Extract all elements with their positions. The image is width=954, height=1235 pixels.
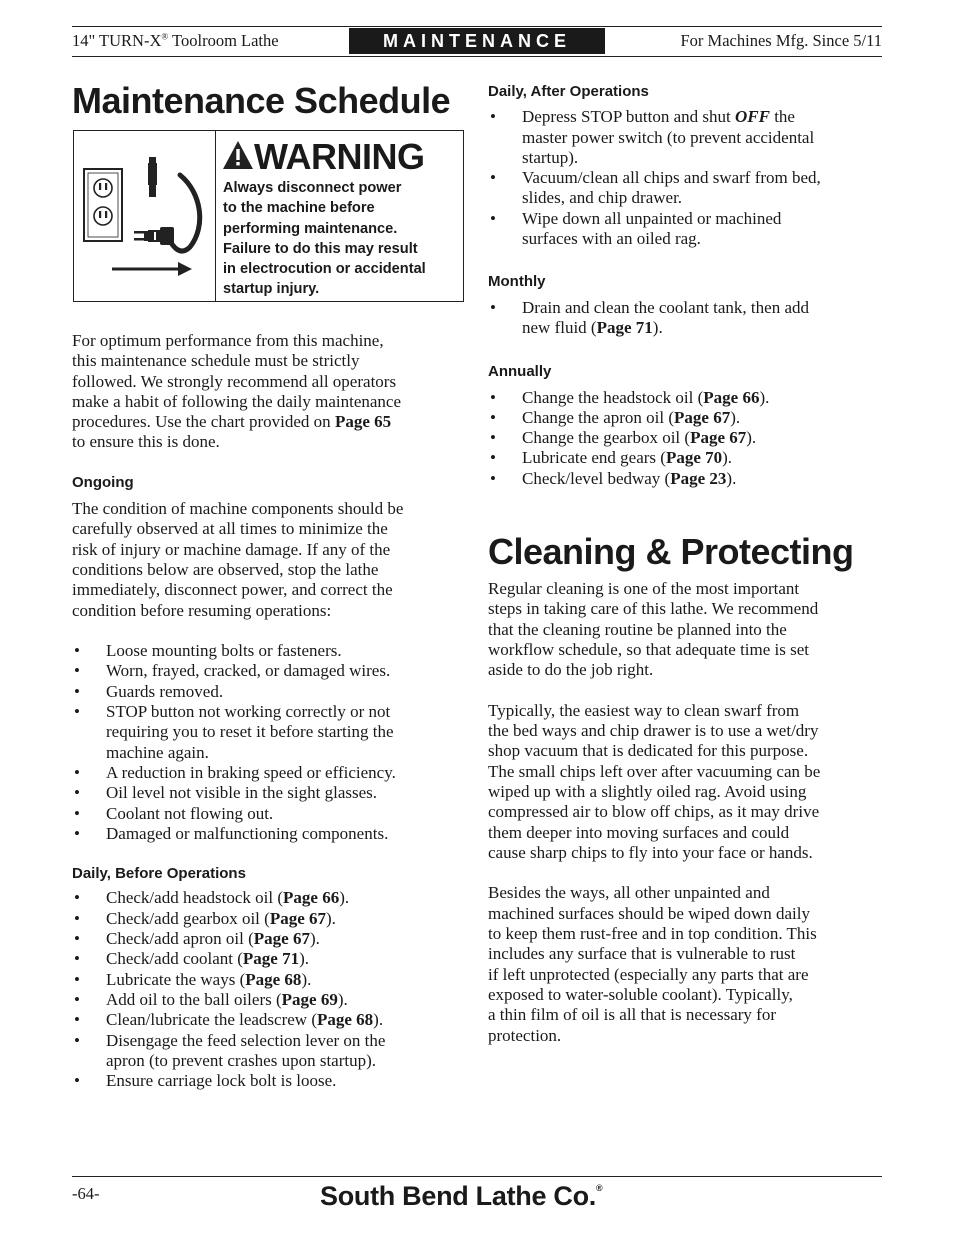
list-item: • Drain and clean the coolant tank, then add new fluid (Page 71). [490, 297, 809, 337]
warning-line: Always disconnect power [223, 180, 402, 196]
list-item: • Disengage the feed selection lever on the apron (to prevent crashes upon startup). [74, 1030, 386, 1070]
page-footer [72, 1176, 882, 1216]
text-line: wiped up with a slightly oiled rag. Avoid using [488, 781, 807, 801]
annually-heading: Annually [488, 363, 552, 381]
maintenance-schedule-title: Maintenance Schedule [72, 80, 451, 121]
cleaning-paragraph [488, 883, 882, 1045]
warning-line: startup injury. [223, 281, 320, 298]
list-item: • Change the apron oil (Page 67). [490, 407, 741, 427]
warning-box [73, 130, 464, 302]
cleaning-paragraph [488, 579, 882, 680]
text-line: to keep them rust-free and in top condition. This [488, 924, 817, 944]
warning-line: Failure to do this may result [223, 240, 418, 257]
brand-logo: South Bend Lathe Co.® [320, 1181, 603, 1211]
cleaning-protecting-title: Cleaning & Protecting [488, 531, 854, 572]
list-item: • A reduction in braking speed or efficiency. [74, 762, 396, 782]
text-line: includes any surface that is vulnerable to rust [488, 944, 796, 964]
arrow-right-icon [74, 131, 214, 301]
text-line: if left unprotected (especially any parts that are [488, 964, 809, 984]
list-item: • STOP button not working correctly or not requiring you to reset it before starting the machine again. [74, 702, 394, 762]
list-item: • Worn, frayed, cracked, or damaged wires. [74, 661, 391, 681]
text-line: the bed ways and chip drawer is to use a wet/dry [488, 721, 819, 741]
list-item: • Check/add headstock oil (Page 66). [74, 888, 350, 908]
list-item: • Lubricate end gears (Page 70). [490, 448, 733, 468]
warning-title: WARNING [254, 136, 425, 177]
header-mfg-date: For Machines Mfg. Since 5/11 [680, 31, 882, 50]
daily-before-heading: Daily, Before Operations [72, 865, 246, 883]
text-line: cause sharp chips to fly into your face or hands. [488, 842, 813, 862]
right-column [488, 82, 882, 489]
warning-line: in electrocution or accidental [223, 261, 426, 278]
text-line: conditions below are observed, stop the lathe [72, 559, 379, 579]
text-line: machined surfaces should be wiped down daily [488, 903, 810, 923]
text-line: procedures. Use the chart provided on Page 65 [72, 412, 392, 432]
list-item: • Damaged or malfunctioning components. [74, 823, 389, 843]
text-line: make a habit of following the daily maintenance [72, 391, 402, 411]
ongoing-heading: Ongoing [72, 473, 134, 491]
annually-list [488, 388, 882, 489]
text-line: carefully observed at all times to minimize the [72, 519, 388, 539]
list-item: • Oil level not visible in the sight glasses. [74, 783, 378, 803]
page-ref: Page 65 [334, 412, 392, 432]
ongoing-paragraph [72, 499, 462, 621]
cleaning-body [488, 579, 882, 1046]
text-line: that the cleaning routine be planned into the [488, 619, 787, 639]
list-item: • Change the gearbox oil (Page 67). [490, 428, 757, 448]
page-header [72, 26, 882, 58]
list-item: • Change the headstock oil (Page 66). [490, 387, 770, 407]
text-line: risk of injury or machine damage. If any of the [72, 539, 391, 559]
daily-before-list [72, 888, 462, 1091]
list-item: • Coolant not flowing out. [74, 803, 274, 823]
text-line: a thin film of oil is all that is necessary for [488, 1005, 776, 1025]
text-line: steps in taking care of this lathe. We recommend [488, 599, 819, 619]
list-item: • Lubricate the ways (Page 68). [74, 969, 312, 989]
text-line: compressed air to blow off chips, as it may drive [488, 802, 820, 822]
list-item: • Clean/lubricate the leadscrew (Page 68). [74, 1010, 384, 1030]
text-line: Typically, the easiest way to clean swarf from [488, 700, 800, 720]
text-line: exposed to water-soluble coolant). Typically, [488, 984, 793, 1004]
text-line: The condition of machine components should be [72, 499, 404, 519]
text-line: workflow schedule, so that adequate time is set [488, 639, 810, 659]
text-line: For optimum performance from this machine, [72, 331, 384, 350]
text-line: to ensure this is done. [72, 432, 220, 452]
text-line: protection. [488, 1025, 562, 1045]
text-line: condition before resuming operations: [72, 600, 332, 620]
list-item: • Loose mounting bolts or fasteners. [74, 641, 342, 661]
daily-after-heading: Daily, After Operations [488, 83, 649, 100]
warning-illustration [74, 131, 216, 301]
header-product-name: 14" TURN-X® Toolroom Lathe [72, 31, 279, 50]
cleaning-paragraph [488, 701, 882, 863]
monthly-heading: Monthly [488, 273, 546, 291]
list-item: • Check/level bedway (Page 23). [490, 468, 737, 488]
text-line: aside to do the job right. [488, 660, 654, 680]
text-line: The small chips left over after vacuuming can be [488, 761, 821, 781]
list-item: • Add oil to the ball oilers (Page 69). [74, 989, 348, 1009]
text-line: immediately, disconnect power, and correct the [72, 580, 393, 600]
text-line: Regular cleaning is one of the most important [488, 579, 800, 598]
list-item: • Depress STOP button and shut OFF the master power switch (to prevent accidental startup). [490, 107, 815, 167]
warning-line: performing maintenance. [223, 220, 398, 237]
ongoing-list [72, 641, 462, 844]
page-number: -64- [72, 1184, 100, 1203]
footer-rule [72, 1176, 882, 1177]
intro-paragraph [72, 331, 462, 453]
list-item: • Check/add gearbox oil (Page 67). [74, 908, 336, 928]
warning-triangle-icon [222, 139, 254, 171]
header-bottom-rule [72, 56, 882, 57]
header-section-label: MAINTENANCE [349, 28, 605, 54]
text-line: this maintenance schedule must be strictly [72, 351, 360, 371]
list-item: • Check/add coolant (Page 71). [74, 949, 310, 969]
daily-after-list [488, 107, 882, 249]
text-line: Besides the ways, all other unpainted and [488, 883, 770, 903]
monthly-list [488, 298, 882, 339]
text-line: shop vacuum that is dedicated for this purpose. [488, 741, 809, 761]
list-item: • Ensure carriage lock bolt is loose. [74, 1071, 337, 1091]
list-item: • Check/add apron oil (Page 67). [74, 929, 320, 949]
header-top-rule [72, 26, 882, 27]
left-column [72, 331, 462, 1091]
text-line: followed. We strongly recommend all operators [72, 371, 397, 391]
list-item: • Vacuum/clean all chips and swarf from bed, slides, and chip drawer. [490, 168, 821, 208]
warning-message [223, 178, 461, 300]
warning-line: to the machine before [223, 200, 375, 217]
list-item: • Wipe down all unpainted or machined surfaces with an oiled rag. [490, 208, 782, 249]
text-line: them deeper into moving surfaces and could [488, 822, 790, 842]
list-item: • Guards removed. [74, 681, 224, 701]
